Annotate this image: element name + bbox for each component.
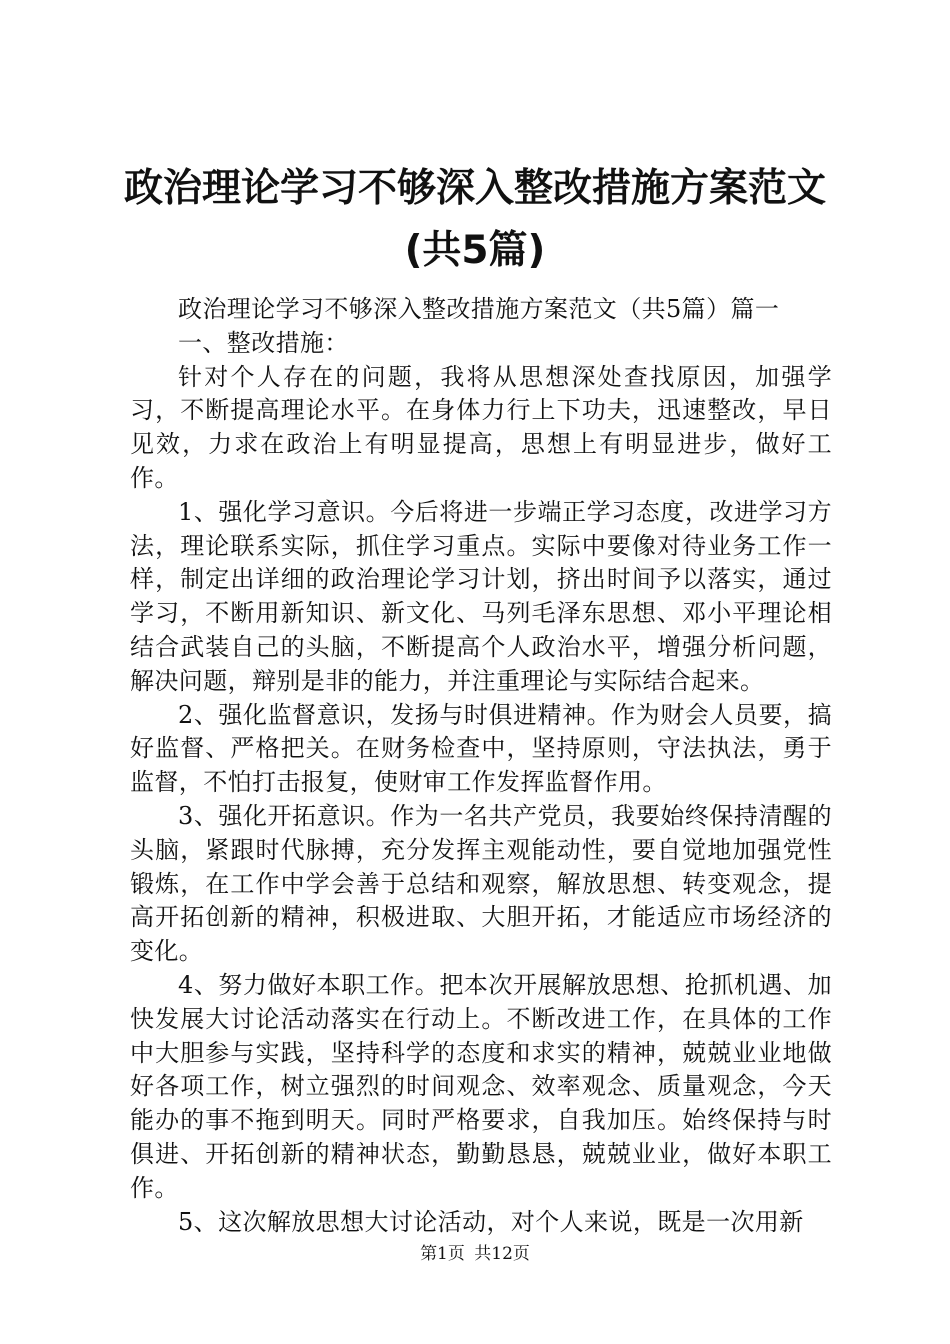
document-title: 政治理论学习不够深入整改措施方案范文(共5篇) — [123, 166, 826, 273]
paragraph-section-title: 一、整改措施： — [178, 328, 349, 357]
paragraph-item-4: 4、努力做好本职工作。把本次开展解放思想、抢抓机遇、加快发展大讨论活动落实在行动上。不断改进工作，在具体的工作中大胆参与实践，坚持科学的态度和求实的精神，兢兢业业地做好各项工作，树立强烈的时间观念、效率观念、质量观念，今天能办的事不拖到明天。同时严格要求，自我加压。始终保持与时俱进、开拓创新的精神状态，勤勤恳恳，兢兢业业，做好本职工作。 — [130, 970, 832, 1202]
page-footer — [0, 1242, 950, 1266]
paragraph-item-5: 5、这次解放思想大讨论活动，对个人来说，既是一次用新 — [178, 1207, 804, 1236]
paragraph-item-2: 2、强化监督意识，发扬与时俱进精神。作为财会人员要，搞好监督、严格把关。在财务检查中，坚持原则，守法执法，勇于监督，不怕打击报复，使财审工作发挥监督作用。 — [130, 700, 832, 797]
paragraph-intro: 针对个人存在的问题，我将从思想深处查找原因，加强学习，不断提高理论水平。在身体力行上下功夫，迅速整改，早日见效，力求在政治上有明显提高，思想上有明显进步，做好工作。 — [130, 362, 832, 492]
page-total: 共12页 — [474, 1244, 530, 1264]
paragraph-item-1: 1、强化学习意识。今后将进一步端正学习态度，改进学习方法，理论联系实际，抓住学习重点。实际中要像对待业务工作一样，制定出详细的政治理论学习计划，挤出时间予以落实，通过学习，不断用新知识、新文化、马列毛泽东思想、邓小平理论相结合武装自己的头脑，不断提高个人政治水平，增强分析问题，解决问题，辩别是非的能力，并注重理论与实际结合起来。 — [130, 497, 832, 695]
document-body — [130, 293, 832, 1239]
page-number: 第1页 — [420, 1244, 465, 1264]
paragraph-item-3: 3、强化开拓意识。作为一名共产党员，我要始终保持清醒的头脑，紧跟时代脉搏，充分发挥主观能动性，要自觉地加强党性锻炼，在工作中学会善于总结和观察，解放思想、转变观念，提高开拓创新的精神，积极进取、大胆开拓，才能适应市场经济的变化。 — [130, 801, 832, 966]
paragraph-heading: 政治理论学习不够深入整改措施方案范文（共5篇）篇一 — [178, 295, 780, 323]
